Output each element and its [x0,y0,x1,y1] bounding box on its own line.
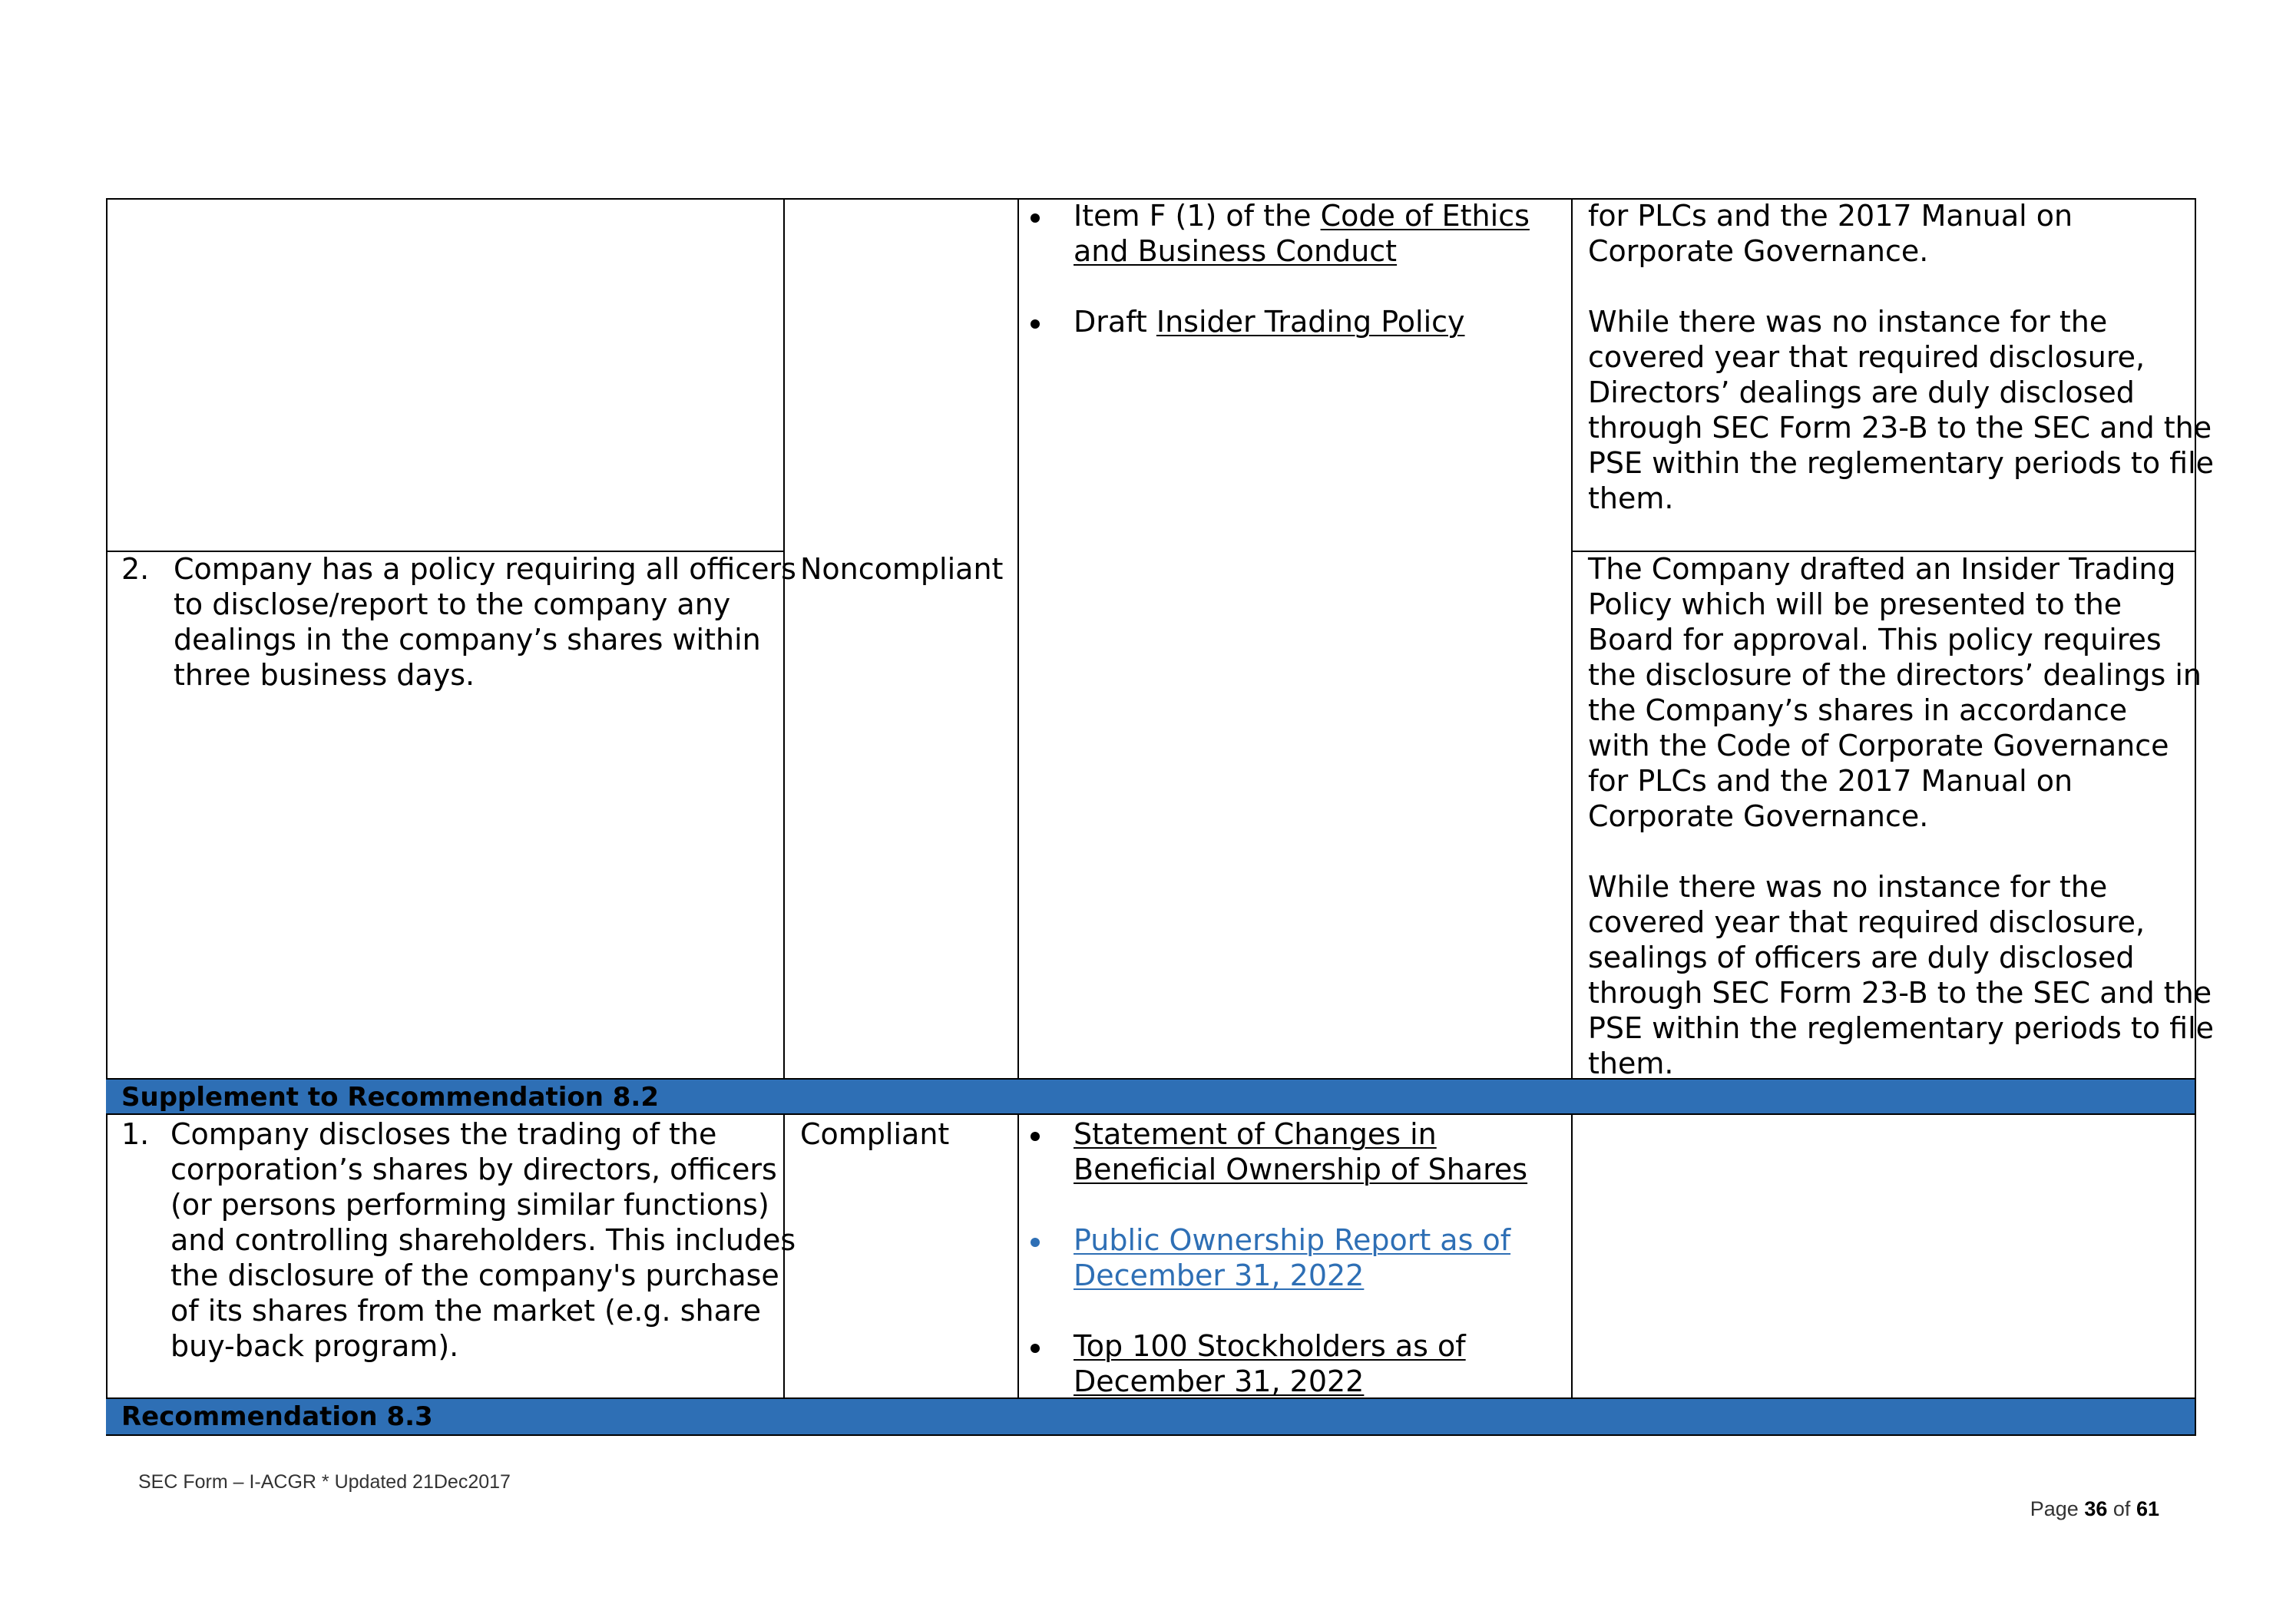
evidence-item-top-100 [1074,1328,1466,1399]
recommendation-text-supp-1 [170,1116,796,1364]
text-line: them. [1588,1047,1674,1080]
text-line: and controlling shareholders. This includes [170,1223,796,1257]
text-line: Company discloses the trading of the [170,1117,717,1151]
bullet-icon [1031,1344,1040,1353]
compliance-status: Compliant [800,1117,950,1151]
public-ownership-report-link[interactable]: Public Ownership Report as of [1074,1223,1511,1257]
col-divider-3 [1571,198,1573,1080]
text-line [1588,269,2214,304]
explanation-text-row-2 [1588,551,2214,1081]
compliance-status: Noncompliant [800,552,1004,586]
col-divider-2 [1017,198,1019,1080]
text-line: buy-back program). [170,1329,459,1363]
text-line: The Company drafted an Insider Trading [1588,552,2176,586]
text-line: While there was no instance for the [1588,305,2108,339]
text-line: While there was no instance for the [1588,870,2108,904]
top-100-stockholders-link[interactable]: Top 100 Stockholders as of [1074,1329,1466,1363]
page-current: 36 [2084,1497,2108,1520]
section-band-recommendation-8-3 [106,1399,2195,1434]
text-line: Policy which will be presented to the [1588,587,2122,621]
text-line: for PLCs and the 2017 Manual on [1588,764,2073,798]
code-of-ethics-link-cont[interactable]: and Business Conduct [1074,234,1398,268]
row-number: 1. [121,1117,150,1151]
col-divider-2b [1017,1113,1019,1399]
text-line: with the Code of Corporate Governance [1588,729,2169,762]
text-line: corporation’s shares by directors, officers [170,1153,777,1186]
bullet-icon [1031,319,1040,329]
text-line: PSE within the reglementary periods to file [1588,446,2215,480]
evidence-prefix: Item F (1) of the [1074,199,1321,233]
evidence-item-public-ownership [1074,1222,1510,1293]
text-line: the disclosure of the directors’ dealings in [1588,658,2202,692]
table-border-left [106,198,108,1436]
evidence-item-code-of-ethics [1074,198,1530,269]
page-total: 61 [2136,1497,2159,1520]
text-line: sealings of officers are duly disclosed [1588,941,2135,974]
evidence-prefix: Draft [1074,305,1156,339]
col-divider-3b [1571,1113,1573,1399]
text-line: PSE within the reglementary periods to file [1588,1011,2215,1045]
of-word: of [2112,1497,2131,1520]
text-line: for PLCs and the 2017 Manual on [1588,199,2073,233]
section-band-supplement-8-2 [106,1080,2195,1113]
band1-bottom-line [106,1113,2196,1115]
text-line: through SEC Form 23-B to the SEC and the [1588,976,2212,1010]
table-border-bottom [106,1434,2196,1436]
text-line: dealings in the company’s shares within [174,623,761,657]
text-line: covered year that required disclosure, [1588,905,2145,939]
bullet-icon [1031,1238,1040,1247]
bullet-icon [1031,213,1040,223]
evidence-item-insider-trading [1074,304,1465,339]
public-ownership-report-link-cont[interactable]: December 31, 2022 [1074,1259,1365,1292]
bullet-icon [1031,1132,1040,1141]
evidence-item-beneficial-ownership [1074,1116,1527,1187]
code-of-ethics-link[interactable]: Code of Ethics [1320,199,1530,233]
text-line: (or persons performing similar functions) [170,1188,769,1222]
recommendation-text-row-2 [174,551,796,693]
insider-trading-policy-link[interactable]: Insider Trading Policy [1156,305,1465,339]
text-line: Corporate Governance. [1588,234,1929,268]
beneficial-ownership-link[interactable]: Statement of Changes in [1074,1117,1437,1151]
text-line: the Company’s shares in accordance [1588,693,2128,727]
section-title: Recommendation 8.3 [121,1401,433,1432]
top-100-stockholders-link-cont[interactable]: December 31, 2022 [1074,1364,1365,1398]
text-line: them. [1588,481,1674,515]
text-line: three business days. [174,658,475,692]
text-line: covered year that required disclosure, [1588,340,2145,374]
section-title: Supplement to Recommendation 8.2 [121,1082,660,1113]
page-word: Page [2030,1497,2079,1520]
text-line: Company has a policy requiring all officers [174,552,796,586]
text-line: Corporate Governance. [1588,799,1929,833]
text-line [1588,834,2214,869]
text-line: Directors’ dealings are duly disclosed [1588,375,2135,409]
explanation-text-continued [1588,198,2214,516]
text-line: of its shares from the market (e.g. share [170,1294,762,1328]
form-label: SEC Form – I-ACGR * Updated 21Dec2017 [138,1471,511,1493]
text-line: through SEC Form 23-B to the SEC and the [1588,411,2212,445]
beneficial-ownership-link-cont[interactable]: Beneficial Ownership of Shares [1074,1153,1528,1186]
page-number [2030,1497,2159,1521]
text-line: to disclose/report to the company any [174,587,731,621]
text-line: Board for approval. This policy requires [1588,623,2162,657]
row-number: 2. [121,552,150,586]
text-line: the disclosure of the company's purchase [170,1259,779,1292]
